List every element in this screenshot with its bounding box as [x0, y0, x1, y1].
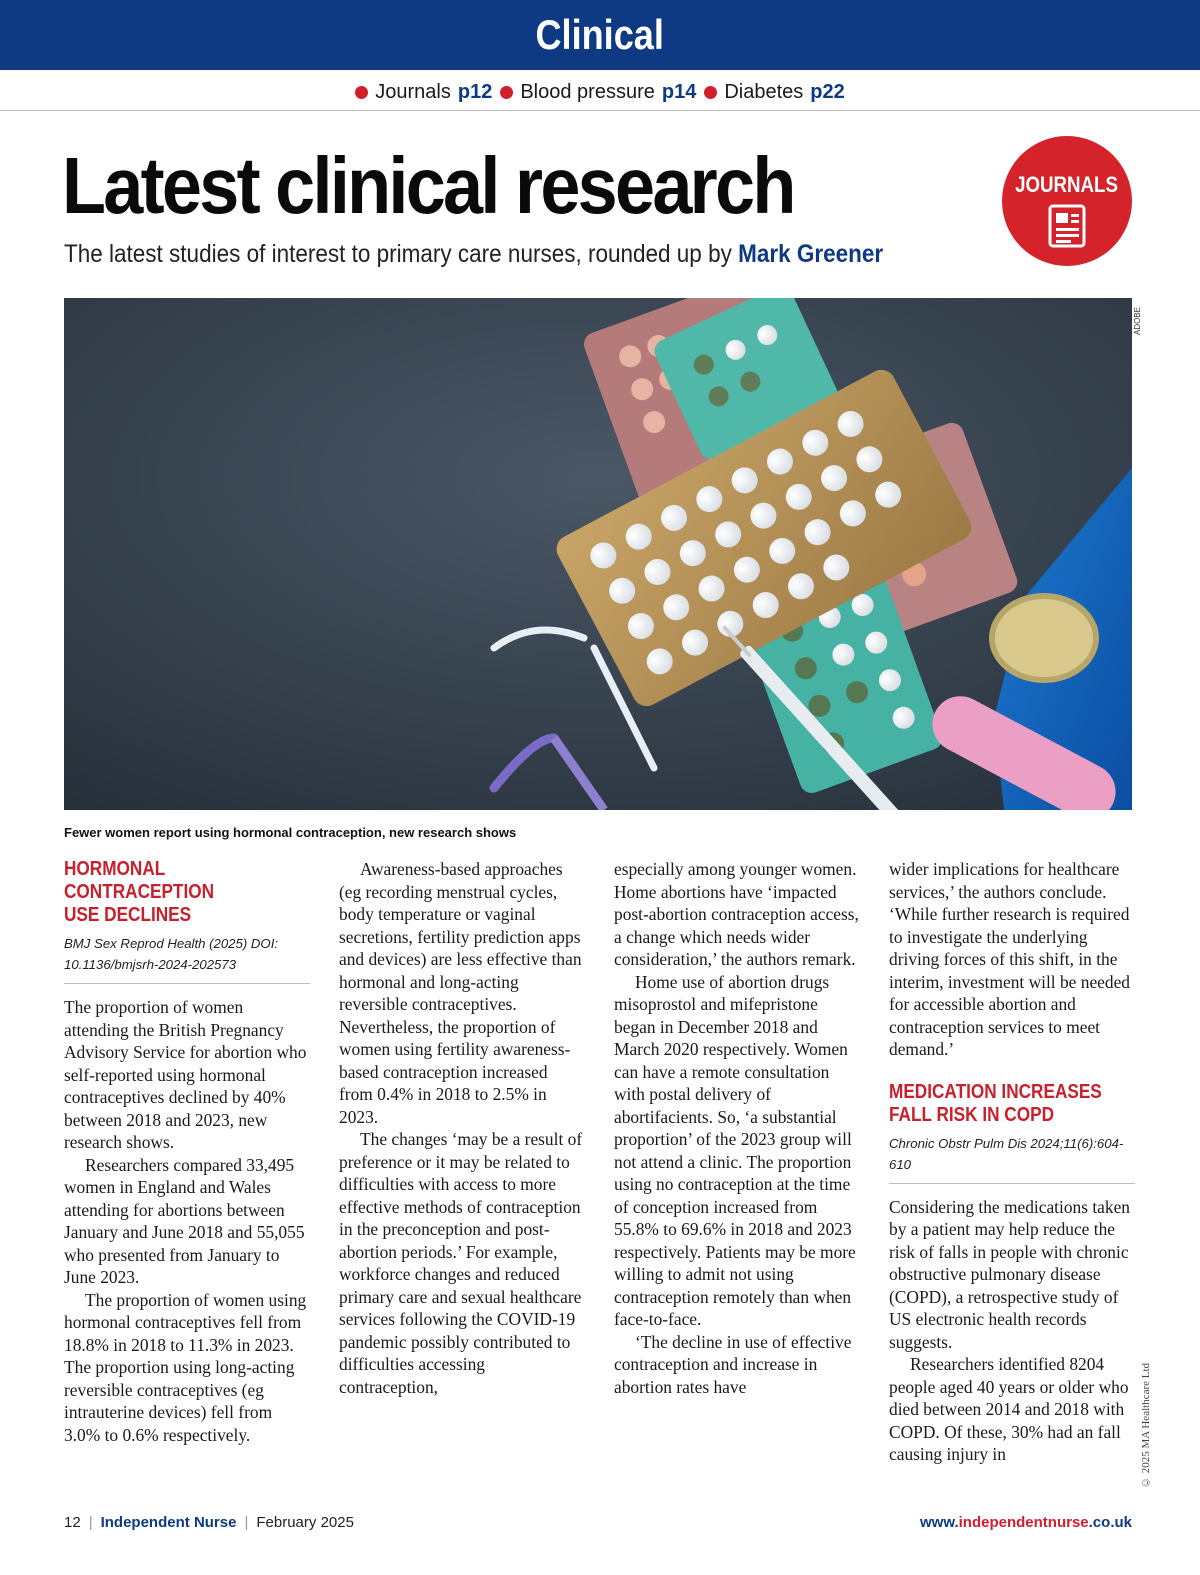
url-part: independentnurse [958, 1514, 1089, 1531]
bullet-icon [500, 86, 513, 99]
paragraph: Researchers identified 8204 people aged 40 years or older who died between 2014 and 2018 with COPD. Of these, 30% had an fall causing injury in [889, 1354, 1129, 1464]
subtitle-text: The latest studies of interest to primary care nurses, rounded up by [64, 240, 732, 268]
magazine-name-part: Nurse [193, 1514, 237, 1531]
nav-item-page: p22 [810, 81, 845, 103]
paragraph: The changes ‘may be a result of preference or it may be related to difficulties with access to more effective methods of contraception in the preconception and post-abortion periods.’ For example, workforce changes and reduced primary care and sexual healthcare services following the COVID-19 pandemic possibly contributed to difficulties accessing contraception, [339, 1129, 583, 1397]
page-number: 12 [64, 1514, 81, 1531]
journals-badge [1002, 136, 1132, 266]
paragraph: Home use of abortion drugs misoprostol and mifepristone began in December 2018 and March 2020 respectively. Women can have a remote consultation with postal delivery of abortifacients. So, ‘a substantial proportion’ of the 2023 group will not attend a clinic. The proportion using no contraception at the time of conception increased from 55.8% to 69.6% in 2018 and 2023 respectively. Patients may be more willing to admit not using contraception remotely than when face-to-face. [614, 971, 856, 1329]
page-title: Latest clinical research [62, 141, 794, 230]
document-icon [1048, 204, 1086, 253]
nav-item-label: Blood pressure [520, 81, 655, 103]
article-column-4 [889, 858, 1135, 1466]
paragraph: The proportion of women attending the British Pregnancy Advisory Service for abortion who self-reported using hormonal contraceptives declined by 40% between 2018 and 2023, new research shows. [64, 997, 307, 1152]
paragraph: ‘The decline in use of effective contraception and increase in abortion rates have [614, 1331, 852, 1397]
footer-divider: | [88, 1514, 93, 1531]
photo-credit: ADOBE [1133, 306, 1142, 335]
nav-item-page: p12 [457, 81, 493, 103]
article-column-1 [64, 858, 310, 1446]
badge-label: JOURNALS [1015, 172, 1119, 197]
website-link[interactable] [920, 1514, 1132, 1531]
footer-divider: | [244, 1514, 249, 1531]
issue-date: February 2025 [256, 1514, 354, 1531]
paragraph: The proportion of women using hormonal contraceptives fell from 18.8% in 2018 to 11.3% in 2023. The proportion using long-acting reversible contraceptives (eg intrauterine devices) fell from 3.0% to 0.6% respectively. [64, 1289, 307, 1445]
article-column-2 [339, 858, 585, 1398]
article-title [889, 1081, 1130, 1127]
nav-item-label: Journals [375, 81, 451, 103]
photo-caption: Fewer women report using hormonal contraception, new research shows [64, 825, 517, 840]
title-line: MEDICATION INCREASES [889, 1080, 1102, 1103]
article-column-3 [614, 858, 860, 1398]
section-title: Clinical [535, 11, 665, 58]
copyright-notice: © 2025 MA Healthcare Ltd [1140, 1362, 1152, 1488]
url-part: www. [920, 1514, 959, 1531]
paragraph: Considering the medications taken by a patient may help reduce the risk of falls in people with chronic obstructive pulmonary disease (COPD), a retrospective study of US electronic health records suggests. [889, 1196, 1130, 1352]
paragraph: Researchers compared 33,495 women in England and Wales attending for abortions between January and June 2018 and 55,055 who presented from January to June 2023. [64, 1154, 305, 1287]
magazine-name-part: Independent [100, 1514, 190, 1531]
nav-item-label: Diabetes [724, 81, 804, 103]
url-part: .co.uk [1088, 1514, 1132, 1531]
title-line: FALL RISK IN COPD [889, 1103, 1055, 1126]
title-line: USE DECLINES [64, 904, 192, 926]
author-name: Mark Greener [738, 240, 884, 268]
nav-item-page: p14 [661, 81, 697, 103]
contents-nav [0, 75, 1200, 111]
bullet-icon [355, 86, 368, 99]
paragraph: wider implications for healthcare services,’ the authors conclude. ‘While further research is required to investigate the underlying driving forces of this shift, in the interim, investment will be needed for accessible abortion and contraception services to meet demand.’ [889, 859, 1130, 1059]
nav-item-blood-pressure[interactable] [500, 81, 696, 104]
nav-item-diabetes[interactable] [704, 81, 844, 104]
section-banner [0, 0, 1200, 70]
article-reference [64, 933, 310, 984]
paragraph: especially among younger women. Home abortions have ‘impacted post-abortion contraception access, a change which needs wider consideration,’ the authors remark. [614, 859, 859, 969]
page-footer [64, 1514, 354, 1531]
title-line: HORMONAL CONTRACEPTION [64, 858, 215, 903]
article-title [64, 858, 305, 927]
paragraph: Awareness-based approaches (eg recording menstrual cycles, body temperature or vaginal secretions, fertility prediction apps and devices) are less effective than hormonal and long-acting reversible contraceptives. Nevertheless, the proportion of women using fertility awareness-based contraception increased from 0.4% in 2018 to 2.5% in 2023. [339, 859, 582, 1127]
nav-item-journals[interactable] [355, 81, 492, 104]
magazine-name [101, 1514, 237, 1531]
reference-line: 10.1136/bmjsrh-2024-202573 [64, 957, 237, 972]
page-subtitle [64, 240, 883, 269]
hero-photo [64, 298, 1132, 810]
article-reference: Chronic Obstr Pulm Dis 2024;11(6):604-610 [889, 1133, 1135, 1184]
bullet-icon [704, 86, 717, 99]
reference-line: BMJ Sex Reprod Health (2025) DOI: [64, 936, 279, 951]
